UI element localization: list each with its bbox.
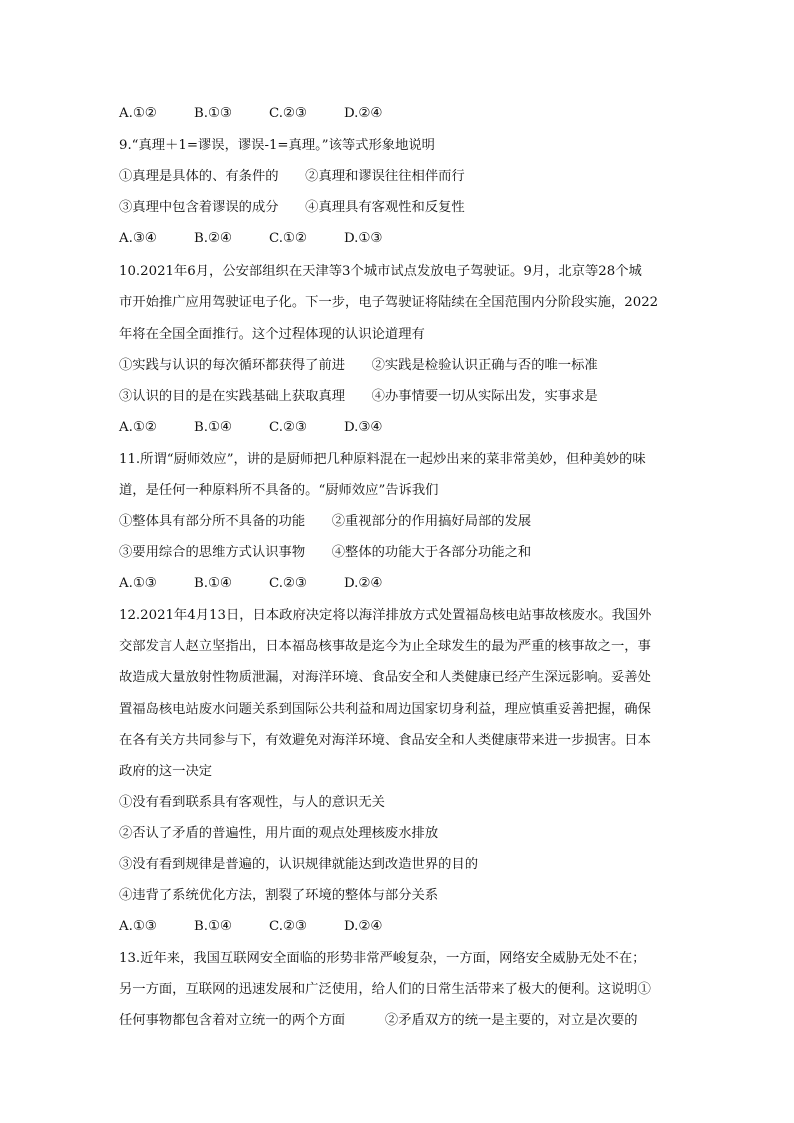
answer-option: C.②③ [269,106,307,121]
answer-option: C.②③ [269,576,307,591]
text-line: ①实践与认识的每次循环都获得了前进 ②实践是检验认识正确与否的唯一标准 [119,358,598,373]
text-line: 置福岛核电站废水问题关系到国际公共利益和周边国家切身利益，理应慎重妥善把握，确保 [119,702,651,717]
text-line: ③真理中包含着谬误的成分 ④真理具有客观性和反复性 [119,200,465,215]
text-line: 10.2021年6月，公安部组织在天津等3个城市试点发放电子驾驶证。9月，北京等28个城 [119,264,642,279]
answer-option: C.②③ [269,420,307,435]
answer-option: B.②④ [194,231,232,246]
answer-option: B.①④ [194,919,232,934]
answer-option: A.①③ [119,576,157,591]
answer-option: D.②④ [344,106,383,121]
answer-option: A.①② [119,420,157,435]
text-line: ③要用综合的思维方式认识事物 ④整体的功能大于各部分功能之和 [119,545,532,560]
text-line: 交部发言人赵立坚指出，日本福岛核事故是迄今为止全球发生的最为严重的核事故之一，事 [119,639,651,654]
answer-option: B.①④ [194,420,232,435]
text-line: ①整体具有部分所不具备的功能 ②重视部分的作用搞好局部的发展 [119,514,532,529]
text-line: ①真理是具体的、有条件的 ②真理和谬误往往相伴而行 [119,169,465,184]
answer-option: C.②③ [269,919,307,934]
answer-options [119,418,419,438]
text-line: 政府的这一决定 [119,764,213,779]
answer-option: B.①③ [194,106,232,121]
answer-option: A.③④ [119,231,157,246]
answer-option: B.①④ [194,576,232,591]
text-line: ③没有看到规律是普遍的，认识规律就能达到改造世界的目的 [119,857,479,872]
answer-option: D.②④ [344,576,383,591]
text-line: 11.所谓“厨师效应”，讲的是厨师把几种原料混在一起炒出来的菜非常美妙，但种美妙的味 [119,452,646,467]
text-line: 另一方面，互联网的迅速发展和广泛使用，给人们的日常生活带来了极大的便利。这说明① [119,982,651,997]
text-line: 在各有关方共同参与下，有效避免对海洋环境、食品安全和人类健康带来进一步损害。日本 [119,733,651,748]
text-line: 年将在全国全面推行。这个过程体现的认识论道理有 [119,327,425,342]
text-line: ①没有看到联系具有客观性，与人的意识无关 [119,795,385,810]
text-line: 道，是任何一种原料所不具备的。“厨师效应”告诉我们 [119,483,439,498]
answer-option: D.③④ [344,420,383,435]
answer-options [119,574,419,594]
answer-option: A.①③ [119,919,157,934]
answer-option: D.②④ [344,919,383,934]
answer-options [119,229,419,249]
answer-option: C.①② [269,231,307,246]
text-line: 故造成大量放射性物质泄漏，对海洋环境、食品安全和人类健康已经产生深远影响。妥善处 [119,670,651,685]
text-line: 12.2021年4月13日，日本政府决定将以海洋排放方式处置福岛核电站事故核废水。我国外 [119,608,652,623]
text-line: 任何事物都包含着对立统一的两个方面 ②矛盾双方的统一是主要的，对立是次要的 [119,1013,638,1028]
text-line: ④违背了系统优化方法，割裂了环境的整体与部分关系 [119,888,439,903]
text-line: ②否认了矛盾的普遍性，用片面的观点处理核废水排放 [119,826,439,841]
answer-option: D.①③ [344,231,383,246]
text-line: 13.近年来，我国互联网安全面临的形势非常严峻复杂，一方面，网络安全威胁无处不在； [119,951,646,966]
answer-option: A.①② [119,106,157,121]
answer-options [119,917,419,937]
answer-options [119,104,419,124]
text-line: ③认识的目的是在实践基础上获取真理 ④办事情要一切从实际出发，实事求是 [119,389,598,404]
text-line: 市开始推广应用驾驶证电子化。下一步，电子驾驶证将陆续在全国范围内分阶段实施，2022 [119,295,659,310]
text-line: 9.“真理＋1=谬误，谬误-1=真理。”该等式形象地说明 [119,138,435,153]
